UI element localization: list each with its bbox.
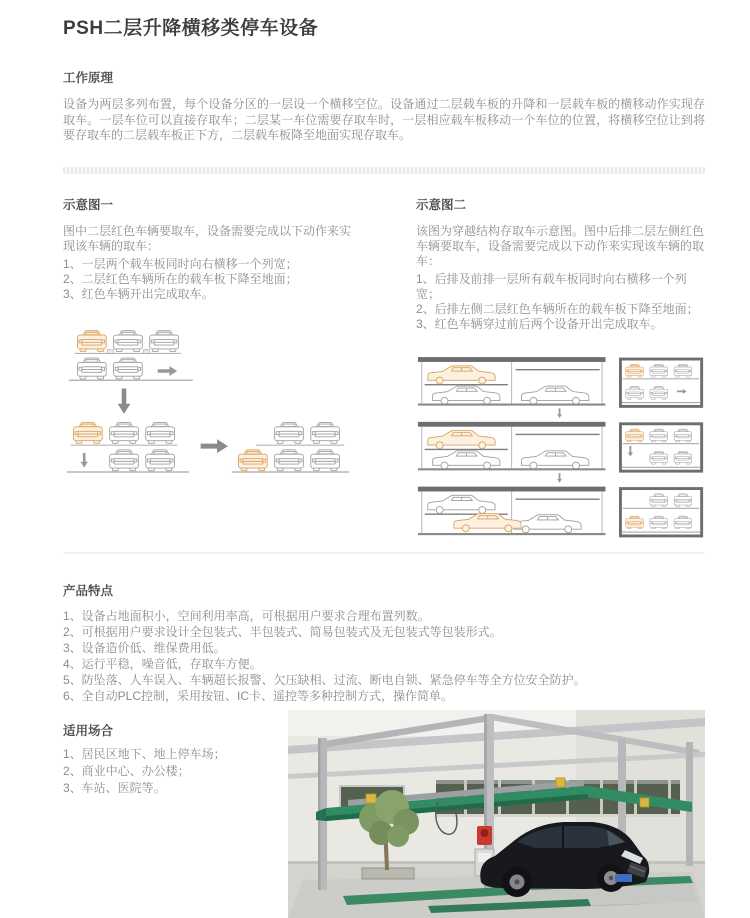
occasion-item: 2、商业中心、办公楼； bbox=[63, 763, 190, 778]
diagram-one-step: 1、一层两个载车板同时向右横移一个列宽； bbox=[63, 256, 298, 271]
feature-item: 3、设备造价低、维保费用低。 bbox=[63, 640, 226, 655]
feature-item: 5、防坠落、人车误入、车辆超长报警、欠压缺相、过流、断电自锁、紧急停车等全方位安全防护。 bbox=[63, 672, 586, 687]
diagram-one-step: 2、二层红色车辆所在的载车板下降至地面； bbox=[63, 271, 298, 286]
occasions-heading: 适用场合 bbox=[63, 723, 114, 738]
diagram-two-step: 3、红色车辆穿过前后两个设备开出完成取车。 bbox=[416, 316, 663, 331]
row-shifted bbox=[418, 421, 702, 470]
state-lowered bbox=[232, 422, 349, 471]
thin-divider bbox=[63, 552, 705, 554]
diagram-two-heading: 示意图二 bbox=[416, 197, 467, 212]
working-principle-body: 设备为两层多列布置，每个设备分区的一层设一个横移空位。设备通过二层载车板的升降和一层载车板的横移动作实现存取车。一层车位可以直接存取车；二层某一车位需要存取车时，一层相应载车板移动一个车位的位置，将横移空位让到将要存取车的二层载车板正下方，二层载车板降至地面实现存取车。 bbox=[63, 97, 705, 142]
diagram-one-step: 3、红色车辆开出完成取车。 bbox=[63, 286, 214, 301]
feature-item: 4、运行平稳，噪音低，存取车方便。 bbox=[63, 656, 262, 671]
feature-item: 6、全自动PLC控制，采用按钮、IC卡、遥控等多种控制方式，操作简单。 bbox=[63, 688, 454, 703]
row-exit bbox=[418, 486, 702, 535]
working-principle-heading: 工作原理 bbox=[63, 71, 114, 85]
bottom-row bbox=[63, 710, 705, 918]
diagram-two-intro: 该图为穿越结构存取车示意图。图中后排二层左侧红色车辆要取车，设备需要完成以下动作来实现该车辆的取车： bbox=[416, 223, 705, 268]
section-working-principle bbox=[63, 68, 705, 144]
page-title: PSH二层升降横移类停车设备 bbox=[63, 18, 319, 39]
diagram-one-illustration bbox=[63, 324, 351, 498]
feature-item: 2、可根据用户要求设计全包装式、半包装式、简易包装式及无包装式等包装形式。 bbox=[63, 624, 502, 639]
occasion-item: 3、车站、医院等。 bbox=[63, 780, 166, 795]
row-initial bbox=[418, 357, 702, 406]
right-arrow-icon bbox=[201, 439, 228, 453]
diagram-one-steps bbox=[63, 257, 352, 302]
state-initial bbox=[69, 330, 193, 379]
state-shifted bbox=[67, 422, 189, 471]
hatched-divider bbox=[63, 167, 705, 174]
diagram-two-column bbox=[416, 195, 705, 540]
feature-item: 1、设备占地面积小，空间利用率高，可根据用户要求合理布置列数。 bbox=[63, 608, 430, 623]
diagram-one-column bbox=[63, 195, 352, 540]
diagram-one-heading: 示意图一 bbox=[63, 197, 114, 212]
diagram-one-intro: 图中二层红色车辆要取车，设备需要完成以下动作来实现该车辆的取车： bbox=[63, 223, 352, 253]
diagram-two-step: 1、后排及前排一层所有载车板同时向右横移一个列宽； bbox=[416, 271, 687, 301]
section-features bbox=[63, 581, 705, 704]
occasions-list bbox=[63, 746, 288, 797]
occasion-item: 1、居民区地下、地上停车场； bbox=[63, 746, 226, 761]
product-photo bbox=[288, 710, 705, 918]
features-heading: 产品特点 bbox=[63, 583, 114, 598]
features-list bbox=[63, 608, 705, 704]
down-arrow-icon bbox=[118, 388, 131, 413]
diagram-columns bbox=[63, 195, 705, 540]
diagram-two-illustration bbox=[416, 354, 706, 540]
section-occasions bbox=[63, 710, 288, 918]
diagram-two-step: 2、后排左侧二层红色车辆所在的载车板下降至地面； bbox=[416, 301, 699, 316]
down-arrow-icon bbox=[557, 473, 562, 483]
diagram-two-steps bbox=[416, 272, 705, 332]
down-arrow-icon bbox=[557, 408, 562, 418]
